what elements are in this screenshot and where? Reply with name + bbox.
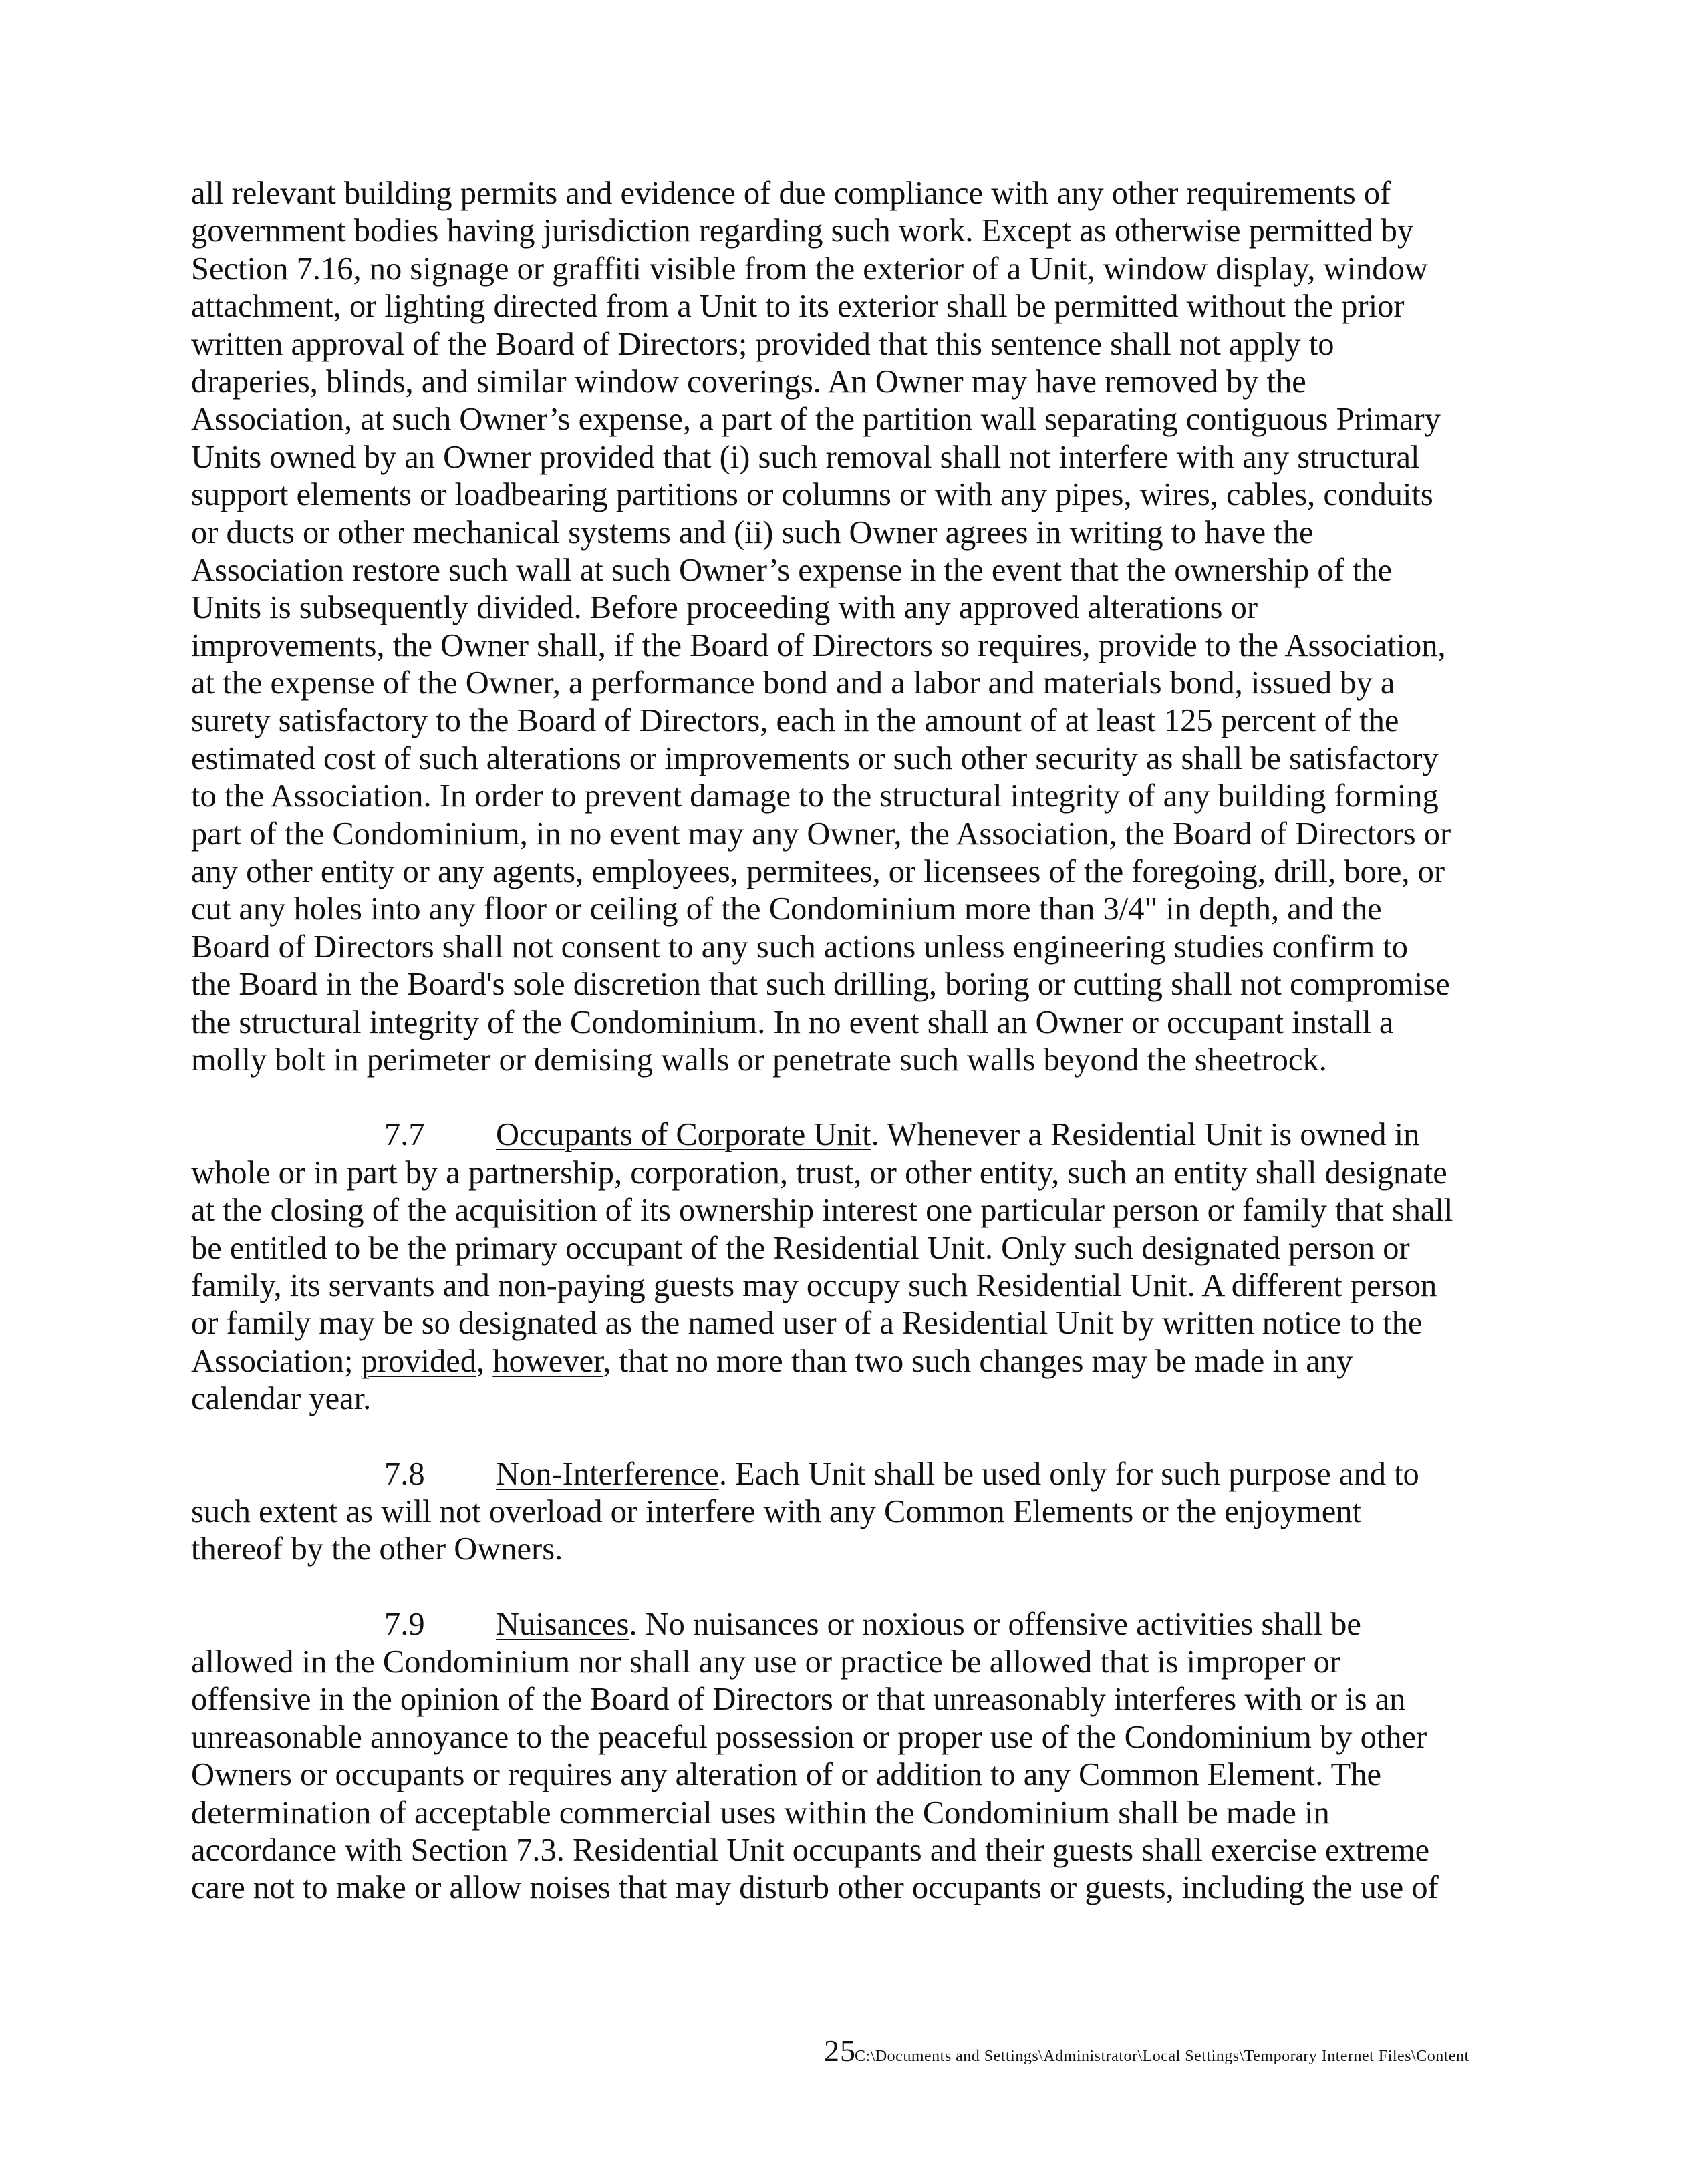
section-number: 7.9: [384, 1606, 425, 1642]
text-line: molly bolt in perimeter or demising walls or penetrate such walls beyond the sheetrock.: [191, 1042, 1327, 1078]
text-line: unreasonable annoyance to the peaceful possession or proper use of the Condominium by other: [191, 1719, 1427, 1755]
text-line: Units owned by an Owner provided that (i) such removal shall not interfere with any structural: [191, 439, 1420, 475]
section-first-line: [191, 1456, 1528, 1493]
text-segment: Association;: [191, 1343, 362, 1379]
text-line: all relevant building permits and evidence of due compliance with any other requirements of: [191, 176, 1391, 211]
text-segment: ,: [476, 1343, 493, 1379]
text-line: calendar year.: [191, 1381, 372, 1417]
paragraph-gap: [191, 1418, 1528, 1456]
text-line: thereof by the other Owners.: [191, 1531, 563, 1567]
section-number: 7.7: [384, 1117, 425, 1153]
text-line: estimated cost of such alterations or improvements or such other security as shall be satisfactory: [191, 740, 1439, 776]
section-heading: Occupants of Corporate Unit: [496, 1117, 871, 1153]
text-line: improvements, the Owner shall, if the Board of Directors so requires, provide to the Association,: [191, 627, 1446, 663]
page-number: 25: [824, 2034, 856, 2068]
paragraph-continuation: [191, 175, 1528, 1079]
text-line: draperies, blinds, and similar window coverings. An Owner may have removed by the: [191, 363, 1306, 400]
paragraph-gap: [191, 1569, 1528, 1606]
text-line: Section 7.16, no signage or graffiti visible from the exterior of a Unit, window display, window: [191, 251, 1428, 287]
text-line: such extent as will not overload or interfere with any Common Elements or the enjoyment: [191, 1493, 1361, 1529]
text-line: cut any holes into any floor or ceiling of the Condominium more than 3/4" in depth, and the: [191, 891, 1382, 927]
underlined-term-however: however: [492, 1343, 603, 1379]
text-line: the structural integrity of the Condominium. In no event shall an Owner or occupant install a: [191, 1004, 1394, 1040]
section-heading: Non-Interference: [496, 1456, 719, 1492]
document-body: [191, 175, 1528, 1907]
text-line: to the Association. In order to prevent damage to the structural integrity of any building forming: [191, 778, 1439, 814]
file-path: C:\Documents and Settings\Administrator\Local Settings\Temporary Internet Files\Content: [855, 2048, 1469, 2065]
underlined-term-provided: provided: [361, 1343, 477, 1379]
page-footer: [824, 2033, 1469, 2068]
section-7-8: [191, 1456, 1528, 1569]
text-line: at the expense of the Owner, a performance bond and a labor and materials bond, issued by a: [191, 665, 1395, 701]
text-line: be entitled to be the primary occupant of the Residential Unit. Only such designated person or: [191, 1230, 1410, 1266]
text-line: accordance with Section 7.3. Residential Unit occupants and their guests shall exercise extreme: [191, 1833, 1430, 1869]
section-7-9: [191, 1606, 1528, 1907]
text-line: determination of acceptable commercial uses within the Condominium shall be made in: [191, 1795, 1330, 1831]
text-segment: , that no more than two such changes may be made in any: [603, 1343, 1353, 1379]
text-line: part of the Condominium, in no event may any Owner, the Association, the Board of Directors or: [191, 816, 1451, 852]
section-text: . Whenever a Residential Unit is owned in: [871, 1117, 1420, 1153]
text-line: family, its servants and non-paying guests may occupy such Residential Unit. A different person: [191, 1267, 1437, 1303]
text-line: surety satisfactory to the Board of Directors, each in the amount of at least 125 percent of the: [191, 703, 1399, 739]
section-number: 7.8: [384, 1456, 425, 1492]
text-line: offensive in the opinion of the Board of Directors or that unreasonably interferes with or is an: [191, 1682, 1406, 1718]
text-line: allowed in the Condominium nor shall any use or practice be allowed that is improper or: [191, 1644, 1340, 1680]
section-first-line: [191, 1116, 1528, 1154]
section-7-7: [191, 1116, 1528, 1418]
section-text: . No nuisances or noxious or offensive activities shall be: [629, 1606, 1361, 1642]
section-text: . Each Unit shall be used only for such purpose and to: [718, 1456, 1419, 1492]
text-line: or family may be so designated as the named user of a Residential Unit by written notice to the: [191, 1305, 1423, 1342]
text-line: Units is subsequently divided. Before proceeding with any approved alterations or: [191, 590, 1258, 626]
text-line: support elements or loadbearing partitions or columns or with any pipes, wires, cables, conduits: [191, 477, 1433, 513]
text-line: Owners or occupants or requires any alteration of or addition to any Common Element. The: [191, 1757, 1382, 1793]
text-line: government bodies having jurisdiction regarding such work. Except as otherwise permitted by: [191, 213, 1414, 249]
text-line: Association, at such Owner’s expense, a part of the partition wall separating contiguous Primary: [191, 402, 1441, 438]
text-line: at the closing of the acquisition of its ownership interest one particular person or family that shall: [191, 1193, 1453, 1229]
text-line: attachment, or lighting directed from a Unit to its exterior shall be permitted without the prior: [191, 289, 1405, 325]
text-line: [191, 1343, 1528, 1380]
section-heading: Nuisances: [496, 1606, 629, 1642]
section-first-line: [191, 1606, 1528, 1644]
text-line: care not to make or allow noises that may disturb other occupants or guests, including the use of: [191, 1870, 1439, 1906]
text-line: or ducts or other mechanical systems and (ii) such Owner agrees in writing to have the: [191, 514, 1314, 551]
text-line: written approval of the Board of Directors; provided that this sentence shall not apply to: [191, 326, 1334, 362]
text-line: the Board in the Board's sole discretion that such drilling, boring or cutting shall not compromise: [191, 967, 1450, 1003]
text-line: Association restore such wall at such Owner’s expense in the event that the ownership of the: [191, 552, 1393, 588]
text-line: whole or in part by a partnership, corporation, trust, or other entity, such an entity shall designate: [191, 1154, 1447, 1191]
paragraph-gap: [191, 1079, 1528, 1116]
text-line: any other entity or any agents, employees, permitees, or licensees of the foregoing, drill, bore, or: [191, 854, 1445, 890]
text-line: Board of Directors shall not consent to any such actions unless engineering studies confirm to: [191, 929, 1409, 965]
